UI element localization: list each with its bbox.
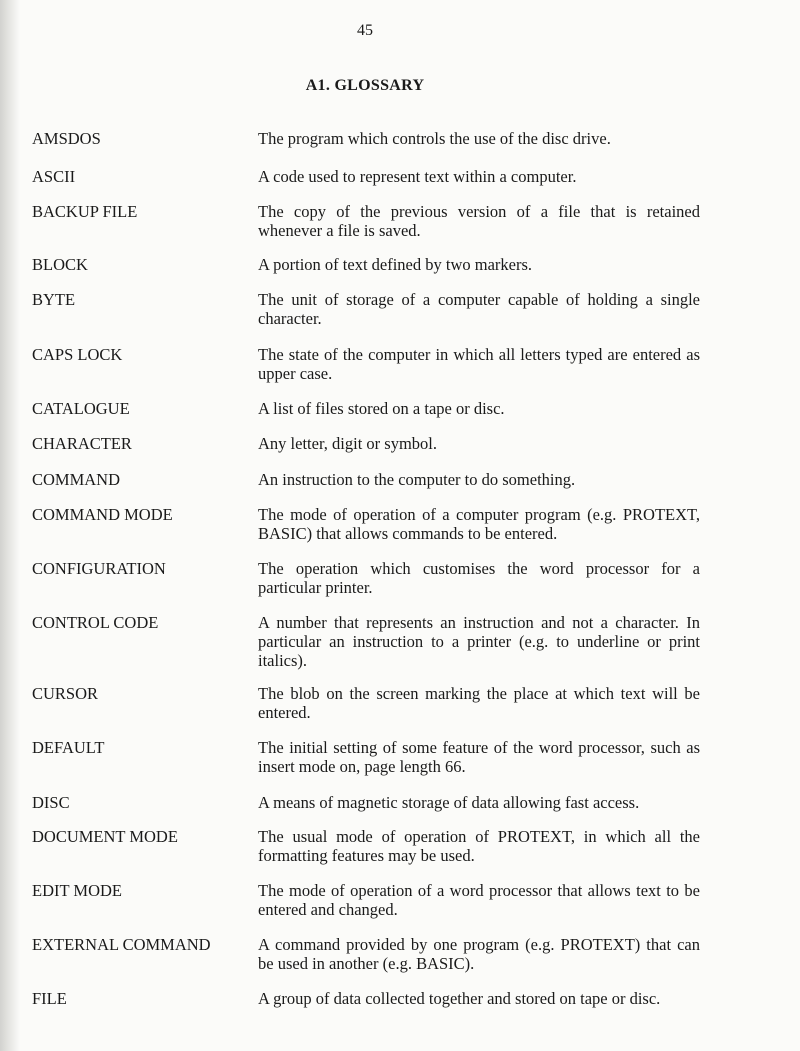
glossary-definition: The program which controls the use of the disc drive.: [258, 129, 611, 148]
glossary-definition: A means of magnetic storage of data allowing fast access.: [258, 793, 640, 812]
glossary-definition: A group of data collected together and stored on tape or disc.: [258, 989, 661, 1008]
glossary-term: DEFAULT: [32, 738, 105, 757]
glossary-term: CHARACTER: [32, 434, 132, 453]
glossary-definition: A command provided by one program (e.g. PROTEXT) that can be used in another (e.g. BASIC).: [258, 935, 700, 973]
glossary-definition: A list of files stored on a tape or disc.: [258, 399, 505, 418]
glossary-term: CONFIGURATION: [32, 559, 166, 578]
glossary-term: ASCII: [32, 167, 76, 186]
glossary-definition: An instruction to the computer to do something.: [258, 470, 576, 489]
glossary-term: CURSOR: [32, 684, 99, 703]
glossary-definition: The blob on the screen marking the place at which text will be entered.: [258, 684, 700, 722]
page-spine-shadow: [0, 0, 20, 1051]
glossary-definition: The mode of operation of a computer program (e.g. PROTEXT, BASIC) that allows commands to be entered.: [258, 505, 700, 543]
glossary-definition: A portion of text defined by two markers.: [258, 255, 533, 274]
glossary-definition: A code used to represent text within a computer.: [258, 167, 577, 186]
glossary-term: COMMAND MODE: [32, 505, 173, 524]
glossary-term: BYTE: [32, 290, 76, 309]
glossary-definition: The usual mode of operation of PROTEXT, in which all the formatting features may be used.: [258, 827, 700, 865]
glossary-definition: A number that represents an instruction and not a character. In particular an instruction to a printer (e.g. to underline or print italics).: [258, 613, 700, 670]
glossary-term: BLOCK: [32, 255, 88, 274]
glossary-definition: The initial setting of some feature of the word processor, such as insert mode on, page length 66.: [258, 738, 700, 776]
glossary-definition: The mode of operation of a word processor that allows text to be entered and changed.: [258, 881, 700, 919]
glossary-term: COMMAND: [32, 470, 121, 489]
glossary-term: CATALOGUE: [32, 399, 130, 418]
glossary-definition: The copy of the previous version of a file that is retained whenever a file is saved.: [258, 202, 700, 240]
glossary-term: EDIT MODE: [32, 881, 122, 900]
glossary-definition: The operation which customises the word processor for a particular printer.: [258, 559, 700, 597]
glossary-definition: Any letter, digit or symbol.: [258, 434, 437, 453]
glossary-term: DISC: [32, 793, 70, 812]
glossary-definition: The state of the computer in which all letters typed are entered as upper case.: [258, 345, 700, 383]
page-number: 45: [357, 22, 373, 39]
glossary-term: DOCUMENT MODE: [32, 827, 178, 846]
glossary-term: CONTROL CODE: [32, 613, 159, 632]
glossary-term: FILE: [32, 989, 67, 1008]
glossary-term: EXTERNAL COMMAND: [32, 935, 211, 954]
page-title: A1. GLOSSARY: [305, 77, 425, 94]
glossary-definition: The unit of storage of a computer capable of holding a single character.: [258, 290, 700, 328]
glossary-term: AMSDOS: [32, 129, 101, 148]
glossary-term: CAPS LOCK: [32, 345, 123, 364]
glossary-term: BACKUP FILE: [32, 202, 138, 221]
